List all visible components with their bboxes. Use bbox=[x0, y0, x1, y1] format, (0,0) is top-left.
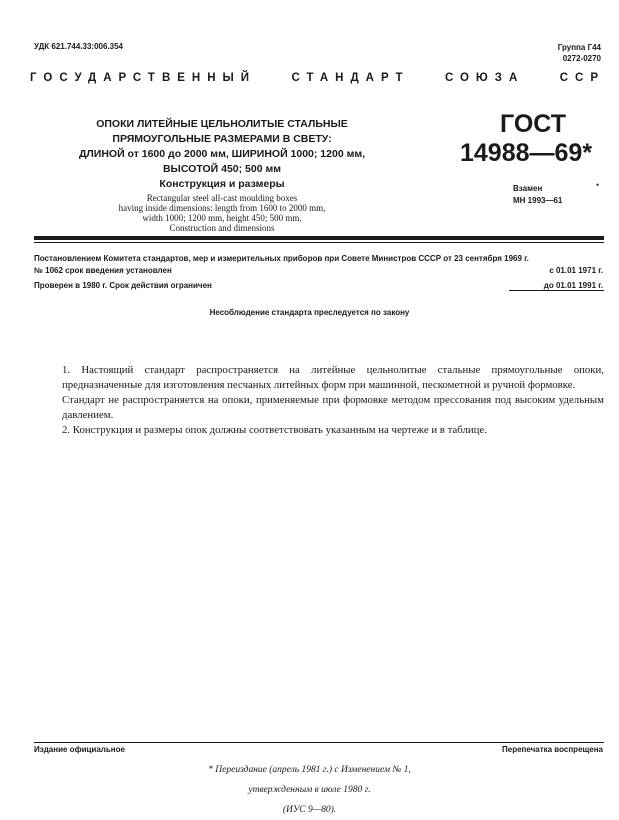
gost-label: ГОСТ bbox=[500, 110, 566, 138]
group-code bbox=[558, 42, 601, 64]
header-word-4: ССР bbox=[559, 72, 605, 84]
footnote-line-3: (ИУС 9—80). bbox=[282, 805, 337, 815]
body-text bbox=[62, 363, 604, 438]
header-word-3: СОЮЗА bbox=[444, 72, 525, 84]
expiry-date: до 01.01 1991 г. bbox=[543, 281, 603, 290]
title-line-2: ПРЯМОУГОЛЬНЫЕ РАЗМЕРАМИ В СВЕТУ: bbox=[112, 133, 332, 145]
subtitle-russian: Конструкция и размеры bbox=[159, 178, 285, 190]
replaces-value: МН 1993—61 bbox=[513, 196, 563, 205]
revision-note: Проверен в 1980 г. Срок действия ограничен bbox=[34, 281, 212, 290]
date-underline bbox=[509, 290, 604, 291]
gost-number: 14988—69* bbox=[460, 139, 593, 167]
official-edition-label: Издание официальное bbox=[34, 745, 125, 754]
decree-text: Постановлением Комитета стандартов, мер и измерительных приборов при Совете Министров СССР от 23 сентября 1969 г. bbox=[34, 254, 529, 263]
footnote bbox=[0, 760, 619, 820]
paragraph-2: Стандарт не распространяется на опоки, применяемые при формовке методом прессования под высоким удельным давлением. bbox=[62, 394, 604, 421]
gost-designation bbox=[460, 110, 610, 168]
document-title bbox=[62, 117, 382, 177]
replaces-label: Взамен bbox=[513, 184, 543, 193]
reprint-forbidden-label: Перепечатка воспрещена bbox=[502, 745, 603, 754]
state-standard-header bbox=[30, 72, 605, 84]
okp-code: 0272-0270 bbox=[562, 54, 601, 63]
subtitle-english bbox=[62, 193, 382, 233]
decree-number: № 1062 срок введения установлен bbox=[34, 266, 172, 275]
bullet-mark: • bbox=[596, 180, 600, 190]
law-notice: Несоблюдение стандарта преследуется по закону bbox=[209, 308, 410, 317]
group-label: Группа Г44 bbox=[557, 43, 601, 52]
udk-code: УДК 621.744.33:006.354 bbox=[34, 42, 123, 51]
replaces-block bbox=[513, 183, 562, 207]
header-word-1: ГОСУДАРСТВЕННЫЙ bbox=[30, 72, 257, 84]
en-line-4: Construction and dimensions bbox=[169, 223, 275, 233]
title-line-1: ОПОКИ ЛИТЕЙНЫЕ ЦЕЛЬНОЛИТЫЕ СТАЛЬНЫЕ bbox=[96, 118, 348, 130]
thick-rule bbox=[34, 236, 604, 240]
paragraph-3: 2. Конструкция и размеры опок должны соответствовать указанным на чертеже и в таблице. bbox=[62, 424, 487, 436]
footer-rule bbox=[34, 742, 604, 743]
title-line-3: ДЛИНОЙ от 1600 до 2000 мм, ШИРИНОЙ 1000; 1200 мм, bbox=[78, 148, 366, 160]
header-word-2: СТАНДАРТ bbox=[291, 72, 410, 84]
footnote-line-2: утвержденным в июле 1980 г. bbox=[248, 785, 371, 795]
en-line-3: width 1000; 1200 mm, height 450; 500 mm. bbox=[142, 213, 302, 223]
thin-rule bbox=[34, 242, 604, 243]
title-line-4: ВЫСОТОЙ 450; 500 мм bbox=[162, 163, 282, 175]
footnote-line-1: * Переиздание (апрель 1981 г.) с Изменением № 1, bbox=[208, 765, 411, 775]
effective-date: с 01.01 1971 г. bbox=[549, 266, 603, 275]
en-line-1: Rectangular steel all-cast moulding boxes bbox=[146, 193, 298, 203]
paragraph-1: 1. Настоящий стандарт распространяется на литейные цельнолитые стальные прямоугольные опоки, предназначенные для изготовления песчаных литейных форм при машинной, пескометной и ручной формовке. bbox=[62, 364, 604, 391]
en-line-2: having inside dimensions: length from 1600 to 2000 mm, bbox=[118, 203, 326, 213]
